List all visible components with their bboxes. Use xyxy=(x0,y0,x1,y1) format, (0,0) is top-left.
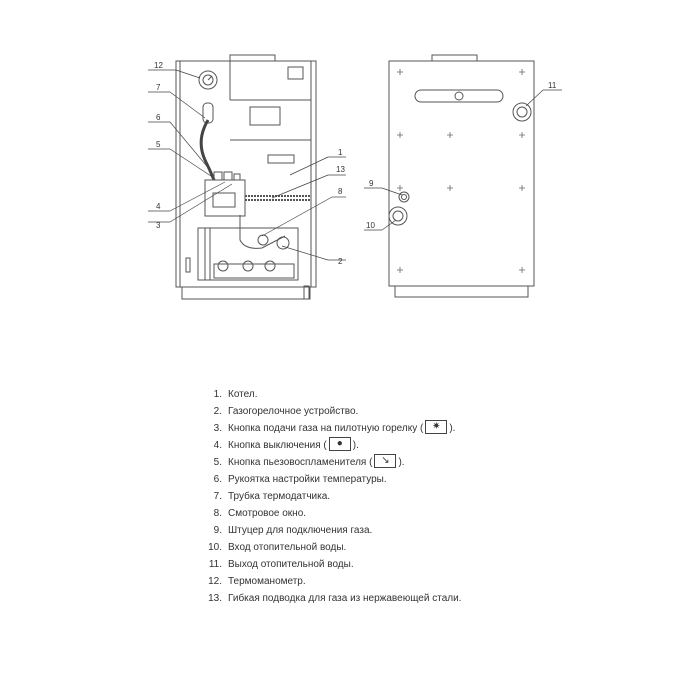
water-outlet xyxy=(513,103,531,121)
legend-item xyxy=(204,488,684,505)
legend-item xyxy=(204,505,684,522)
legend-number: 6. xyxy=(213,474,222,485)
legend-number: 12. xyxy=(208,576,222,587)
off-dot-icon xyxy=(329,437,351,451)
button-glyph: ● xyxy=(336,438,343,449)
legend-text: Рукоятка настройки температуры. xyxy=(228,474,387,485)
legend-number: 3. xyxy=(213,423,222,434)
legend-item xyxy=(204,573,684,590)
legend-item xyxy=(204,556,684,573)
legend-text: Кнопка пьезовоспламенителя ( xyxy=(228,457,373,468)
callout-1: 1 xyxy=(338,148,343,157)
legend-item xyxy=(204,454,684,471)
burner-block xyxy=(198,228,298,280)
callout-4: 4 xyxy=(156,202,161,211)
legend-number: 8. xyxy=(213,508,222,519)
callout-9: 9 xyxy=(369,179,374,188)
legend-item xyxy=(204,420,684,437)
legend-item xyxy=(204,590,684,607)
button-glyph: ✷ xyxy=(432,421,441,432)
piezo-spark-icon xyxy=(374,454,396,468)
legend-text: Вход отопительной воды. xyxy=(228,542,347,553)
callout-6: 6 xyxy=(156,113,161,122)
legend-text: Котел. xyxy=(228,389,258,400)
legend-item xyxy=(204,522,684,539)
legend-item xyxy=(204,539,684,556)
legend-number: 4. xyxy=(213,440,222,451)
thermomanometer xyxy=(199,71,217,89)
legend-text: Штуцер для подключения газа. xyxy=(228,525,373,536)
legend-text: Смотровое окно. xyxy=(228,508,307,519)
legend-list xyxy=(204,386,684,607)
callout-13: 13 xyxy=(336,165,345,174)
legend-item xyxy=(204,471,684,488)
water-inlet xyxy=(389,207,407,225)
legend-item xyxy=(204,437,684,454)
boiler-front-view xyxy=(176,55,316,299)
legend-text: Кнопка выключения ( xyxy=(228,440,327,451)
legend-text: Газогорелочное устройство. xyxy=(228,406,359,417)
callout-3: 3 xyxy=(156,221,161,230)
boiler-diagram xyxy=(0,0,700,330)
gas-fitting xyxy=(399,192,409,202)
button-glyph: ↘ xyxy=(381,455,390,466)
gas-valve-block xyxy=(205,172,245,216)
callout-8: 8 xyxy=(338,187,343,196)
legend-text: Гибкая подводка для газа из нержавеющей стали. xyxy=(228,593,462,604)
flexible-gas-hose xyxy=(240,196,310,248)
callout-5: 5 xyxy=(156,140,161,149)
legend-number: 13. xyxy=(208,593,222,604)
legend-text: Трубка термодатчика. xyxy=(228,491,331,502)
legend-number: 7. xyxy=(213,491,222,502)
legend-number: 2. xyxy=(213,406,222,417)
pilot-gas-icon xyxy=(425,420,447,434)
callout-10: 10 xyxy=(366,221,375,230)
boiler-side-view xyxy=(389,55,534,297)
callout-12: 12 xyxy=(154,61,163,70)
legend-number: 10. xyxy=(208,542,222,553)
legend-number: 1. xyxy=(213,389,222,400)
callout-7: 7 xyxy=(156,83,161,92)
legend-text: Кнопка подачи газа на пилотную горелку ( xyxy=(228,423,424,434)
callout-11: 11 xyxy=(548,81,557,90)
legend-item xyxy=(204,386,684,403)
legend-text-tail: ). xyxy=(449,423,456,434)
legend-text-tail: ). xyxy=(398,457,405,468)
legend-text: Термоманометр. xyxy=(228,576,306,587)
legend-number: 9. xyxy=(213,525,222,536)
legend-number: 5. xyxy=(213,457,222,468)
legend-text: Выход отопительной воды. xyxy=(228,559,354,570)
legend-number: 11. xyxy=(208,559,222,570)
callout-2: 2 xyxy=(338,257,343,266)
legend-text-tail: ). xyxy=(352,440,359,451)
